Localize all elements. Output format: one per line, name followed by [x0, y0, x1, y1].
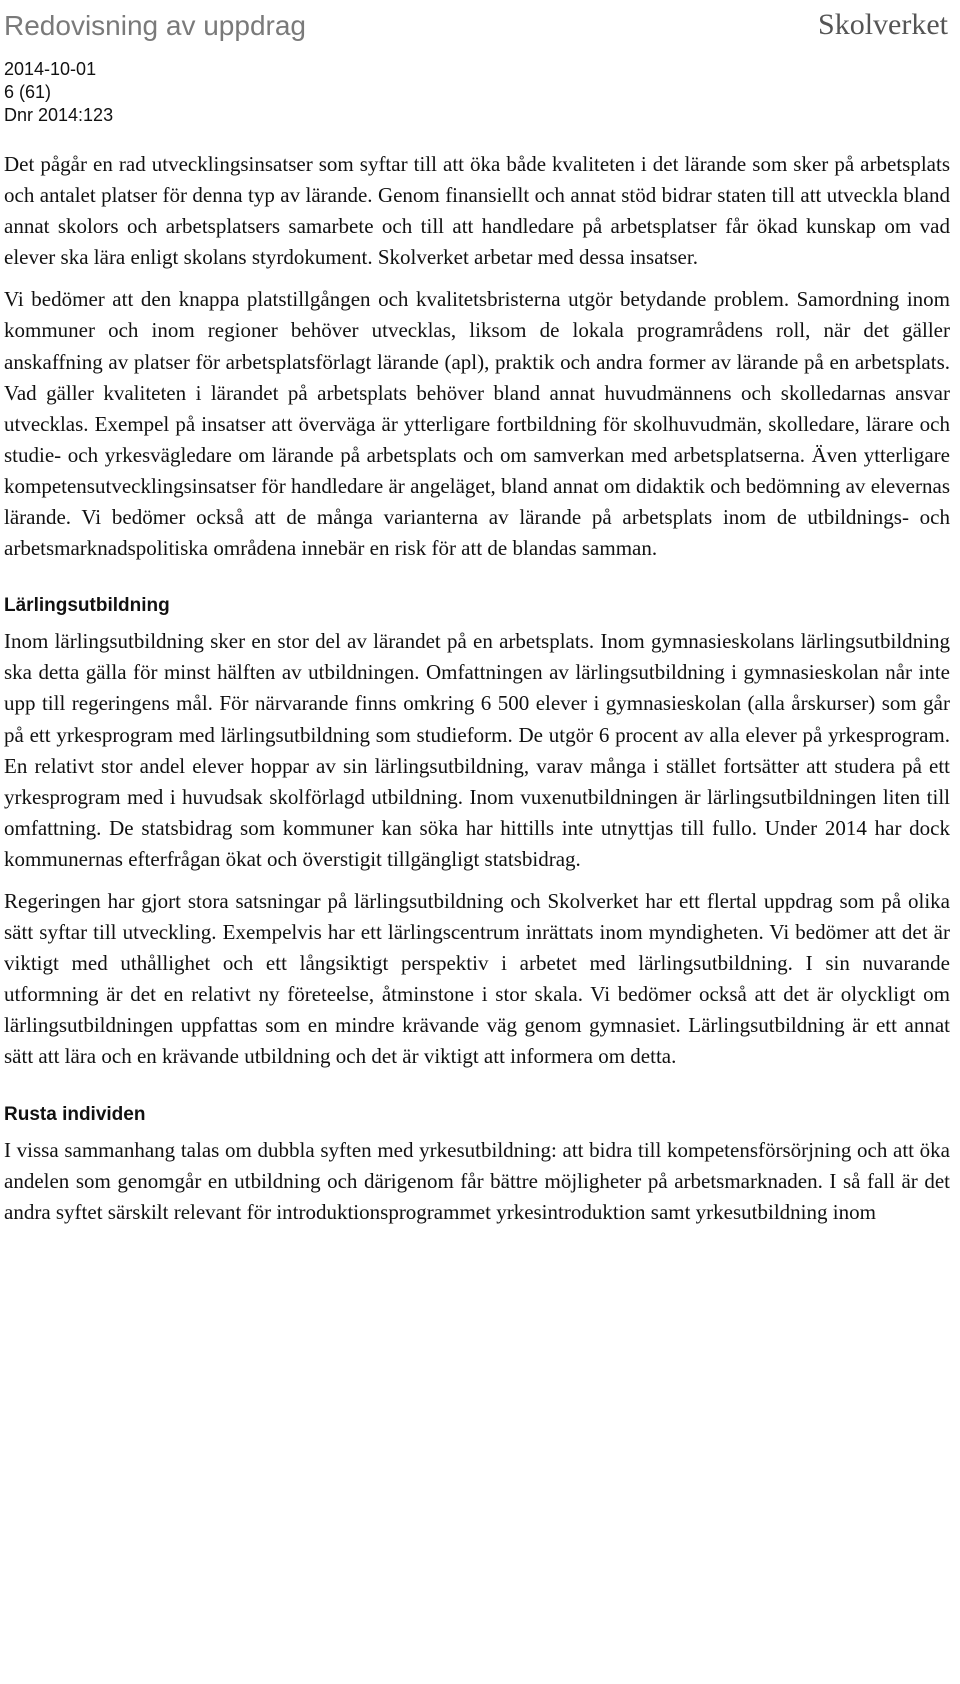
paragraph: Inom lärlingsutbildning sker en stor del av lärandet på en arbetsplats. Inom gymnasieskolans lärlingsutbildning ska detta gälla för minst hälften av utbildningen. Omfattningen av lärlingsutbildning i gymnasieskolan når inte upp till regeringens mål. För närvarande finns omkring 6 500 elever i gymnasieskolan (alla årskurser) som går på ett yrkesprogram med lärlingsutbildning som studieform. De utgör 6 procent av alla elever på yrkesprogram. En relativt stor andel elever hoppar av sin lärlingsutbildning, varav många i stället fortsätter att studera på ett yrkesprogram med i huvudsak skolförlagd utbildning. Inom vuxenutbildningen är lärlingsutbildningen liten till omfattning. De statsbidrag som kommuner kan söka har hittills inte utnyttjas till fullo. Under 2014 har dock kommunernas efterfrågan ökat och överstigit tillgängligt statsbidrag.: [4, 629, 950, 871]
section-heading-larlingsutbildning: Lärlingsutbildning: [4, 595, 170, 617]
document-date: 2014-10-01: [4, 59, 97, 79]
document-dnr: Dnr 2014:123: [4, 105, 114, 125]
paragraph: Det pågår en rad utvecklingsinsatser som syftar till att öka både kvaliteten i det lärande som sker på arbetsplats och antalet platser för denna typ av lärande. Genom finansiellt och annat stöd bidrar staten till att utveckla bland annat skolors och arbetsplatsers samarbete och till att handledare på arbetsplatser får ökad kunskap om vad elever ska lära enligt skolans styrdokument. Skolverket arbetar med dessa insatser.: [4, 152, 950, 270]
organization-name: Skolverket: [818, 8, 948, 41]
paragraph: Vi bedömer att den knappa platstillgången och kvalitetsbristerna utgör betydande problem. Samordning inom kommuner och inom regioner behöver utvecklas, liksom de lokala programrådens roll, när det gäller anskaffning av platser för arbetsplatsförlagt lärande (apl), praktik och andra former av lärande på en arbetsplats. Vad gäller kvaliteten i lärandet på arbetsplats behöver bland annat huvudmännens och skolledarnas ansvar utvecklas. Exempel på insatser att överväga är ytterligare fortbildning för skolhuvudmän, skolledare, lärare och studie- och yrkesvägledare om lärande på arbetsplats och om samverkan med arbetsplatserna. Även ytterligare kompetensutvecklingsinsatser för handledare är angeläget, bland annat om didaktik och bedömning av elevernas lärande. Vi bedömer också att de många varianterna av lärande på arbetsplats inom de utbildnings- och arbetsmarknadspolitiska områdena innebär en risk för att de blandas samman.: [4, 287, 950, 561]
document-body: [4, 149, 950, 1239]
paragraph: I vissa sammanhang talas om dubbla syften med yrkesutbildning: att bidra till kompetensförsörjning och att öka andelen som genomgår en utbildning och därigenom får bättre möjligheter på arbetsmarknaden. I så fall är det andra syftet särskilt relevant för introduktionsprogrammet yrkesintroduktion samt yrkesutbildning inom: [4, 1137, 950, 1224]
paragraph: Regeringen har gjort stora satsningar på lärlingsutbildning och Skolverket har ett flertal uppdrag som på olika sätt syftar till utveckling. Exempelvis har ett lärlingscentrum inrättats inom myndigheten. Vi bedömer att det är viktigt med uthållighet och ett långsiktigt perspektiv i arbetet med lärlingsutbildning. I sin nuvarande utformning är det en relativt ny företeelse, åtminstone i stor skala. Vi bedömer också att det är olyckligt om lärlingsutbildningen uppfattas som en mindre krävande väg genom gymnasiet. Lärlingsutbildning är ett annat sätt att lära och en krävande utbildning och det är viktigt att informera om detta.: [4, 888, 950, 1069]
document-header-title: Redovisning av uppdrag: [4, 10, 306, 41]
page-number: 6 (61): [4, 82, 52, 102]
document-meta: [4, 58, 113, 127]
section-heading-rusta-individen: Rusta individen: [4, 1103, 146, 1125]
